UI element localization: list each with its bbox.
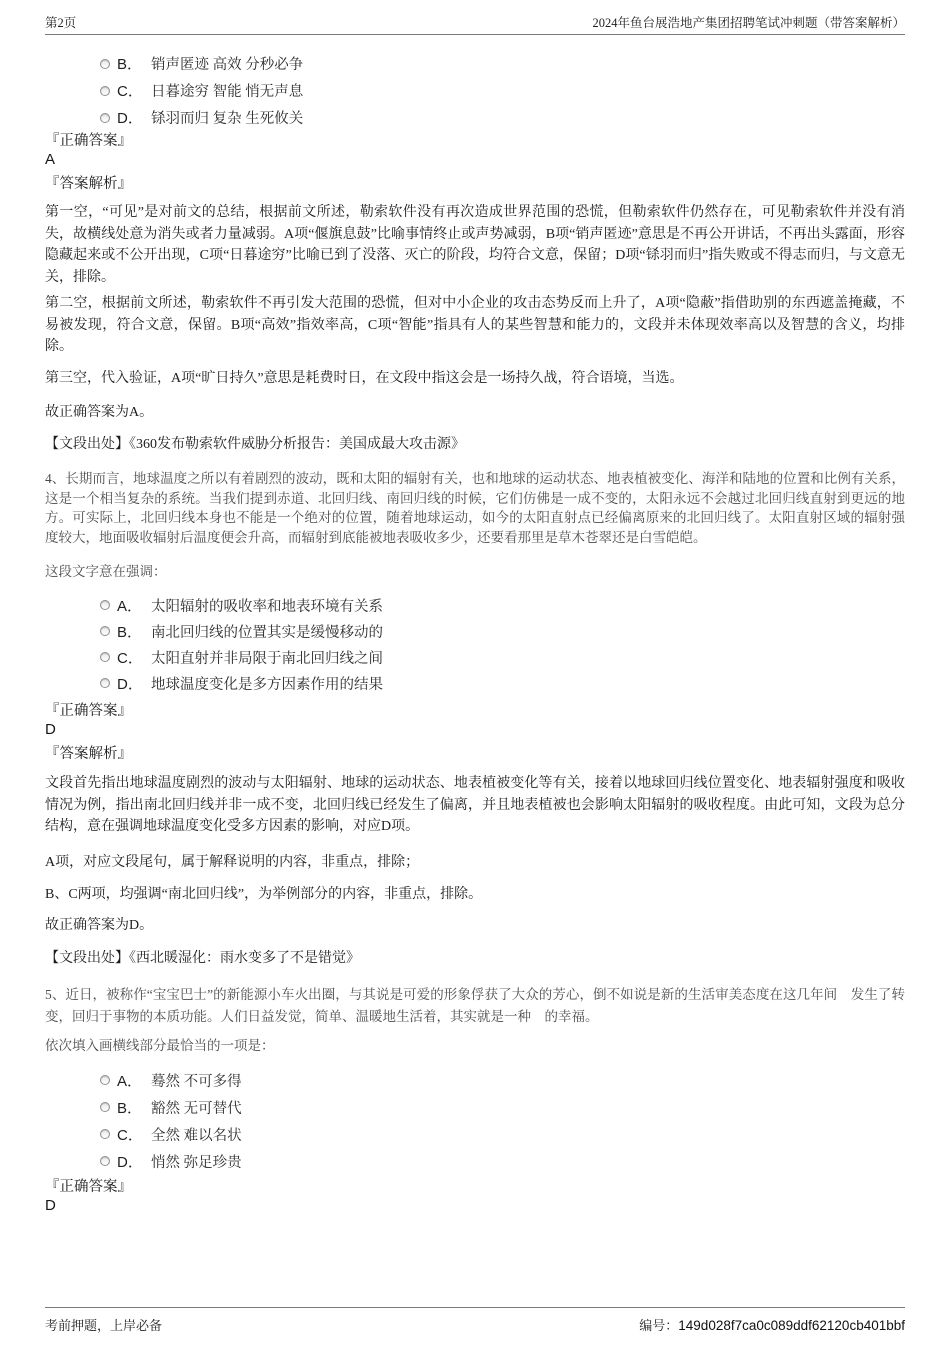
passage-source: 【文段出处】《360发布勒索软件威胁分析报告：美国成最大攻击源》 xyxy=(45,436,465,452)
q3-options xyxy=(45,50,905,131)
analysis-paragraph: 文段首先指出地球温度剧烈的波动与太阳辐射、地球的运动状态、地表植被变化等有关，接着以地球回归线位置变化、地表辐射强度和吸收情况为例，指出南北回归线并非一成不变，北回归线已经发生了偏离，并且地表植被也会影响太阳辐射的吸收程度。由此可知，文段为总分结构，意在强调地球温度变化受多方因素的影响，对应D项。 xyxy=(45,776,905,834)
answer-analysis-label: 『答案解析』 xyxy=(45,176,132,192)
option-text: 蓦然 不可多得 xyxy=(151,1073,242,1090)
serial-label: 编号： xyxy=(639,1318,679,1333)
option-row xyxy=(45,1094,905,1121)
correct-answer-value: D xyxy=(45,1196,56,1214)
serial-code: 149d028f7ca0c089ddf62120cb401bbf xyxy=(678,1318,905,1333)
correct-answer-label: 『正确答案』 xyxy=(45,133,132,149)
option-text: 销声匿迹 高效 分秒必争 xyxy=(151,57,304,73)
analysis-paragraph: 第二空，根据前文所述，勒索软件不再引发大范围的恐慌，但对中小企业的攻击态势反而上升了，A项“隐蔽”指借助别的东西遮盖掩藏，不易被发现，符合文意，保留。B项“高效”指效率高，C项“智能”指具有人的某些智慧和能力的，文段并未体现效率高以及智慧的含义，均排除。 xyxy=(45,296,905,354)
option-text: 豁然 无可替代 xyxy=(151,1100,242,1117)
option-row xyxy=(45,644,905,670)
option-row xyxy=(45,77,905,104)
correct-answer-value: A xyxy=(45,151,56,168)
question-5-passage: 5、近日，被称作“宝宝巴士”的新能源小车火出圈，与其说是可爱的形象俘获了大众的芳心，倒不如说是新的生活审美态度在这几年间 发生了转变，回归于事物的本质功能。人们日益发觉，简单、温暖地生活着，其实就是一种 的幸福。 xyxy=(45,986,905,1024)
option-letter: C． xyxy=(117,1126,143,1144)
radio-button[interactable] xyxy=(100,59,110,69)
option-row xyxy=(45,1067,905,1094)
correct-answer-label: 『正确答案』 xyxy=(45,1178,132,1195)
option-row xyxy=(45,104,905,131)
option-row xyxy=(45,1148,905,1175)
option-text: 日暮途穷 智能 悄无声息 xyxy=(151,84,304,100)
option-row xyxy=(45,50,905,77)
option-letter: C． xyxy=(117,83,143,100)
option-letter: D． xyxy=(117,110,143,127)
analysis-paragraph: A项，对应文段尾句，属于解释说明的内容，非重点，排除； xyxy=(45,854,420,870)
radio-button[interactable] xyxy=(100,678,110,688)
option-row xyxy=(45,670,905,696)
page-header xyxy=(45,0,905,35)
answer-conclusion: 故正确答案为A。 xyxy=(45,405,154,420)
option-text: 铩羽而归 复杂 生死攸关 xyxy=(151,111,304,127)
option-text: 地球温度变化是多方因素作用的结果 xyxy=(151,676,383,693)
question-4-prompt: 这段文字意在强调： xyxy=(45,564,167,579)
correct-answer-label: 『正确答案』 xyxy=(45,703,132,719)
option-row xyxy=(45,592,905,618)
option-text: 太阳辐射的吸收率和地表环境有关系 xyxy=(151,598,383,615)
document-title: 2024年鱼台展浩地产集团招聘笔试冲刺题（带答案解析） xyxy=(592,16,905,30)
question-4-passage: 4、长期而言，地球温度之所以有着剧烈的波动，既和太阳的辐射有关，也和地球的运动状态、地表植被变化、海洋和陆地的位置和比例有关系，这是一个相当复杂的系统。当我们提到赤道、北回归线、南回归线的时候，它们仿佛是一成不变的，太阳永远不会越过北回归线直射到更远的地方。可实际上，北回归线本身也不能是一个绝对的位置，随着地球运动，如今的太阳直射点已经偏离原来的北回归线了。太阳直射区域的辐射强度较大，地面吸收辐射后温度便会升高，而辐射到底能被地表吸收多少，还要看那里是草木苍翠还是白雪皑皑。 xyxy=(45,471,905,545)
option-letter: D． xyxy=(117,675,143,693)
radio-button[interactable] xyxy=(100,626,110,636)
page-number: 第2页 xyxy=(45,16,77,30)
option-row xyxy=(45,1121,905,1148)
radio-button[interactable] xyxy=(100,1102,110,1112)
correct-answer-value: D xyxy=(45,721,56,738)
radio-button[interactable] xyxy=(100,113,110,123)
q5-options xyxy=(45,1067,905,1175)
option-letter: C． xyxy=(117,649,143,667)
radio-button[interactable] xyxy=(100,86,110,96)
passage-source: 【文段出处】《西北暖湿化：雨水变多了不是错觉》 xyxy=(45,951,360,966)
option-letter: A． xyxy=(117,597,143,615)
radio-button[interactable] xyxy=(100,600,110,610)
footer-serial xyxy=(639,1315,905,1334)
answer-analysis-label: 『答案解析』 xyxy=(45,746,132,762)
analysis-paragraph: 第三空，代入验证，A项“旷日持久”意思是耗费时日，在文段中指这会是一场持久战，符合语境，当选。 xyxy=(45,370,684,386)
answer-conclusion: 故正确答案为D。 xyxy=(45,917,154,933)
question-5-prompt: 依次填入画横线部分最恰当的一项是： xyxy=(45,1037,275,1053)
footer-slogan: 考前押题，上岸必备 xyxy=(45,1318,163,1333)
analysis-paragraph: B、C两项，均强调“南北回归线”，为举例部分的内容，非重点，排除。 xyxy=(45,887,483,902)
option-text: 太阳直射并非局限于南北回归线之间 xyxy=(151,650,383,667)
option-letter: B． xyxy=(117,56,143,73)
option-letter: A． xyxy=(117,1072,143,1090)
option-letter: B． xyxy=(117,1099,143,1117)
radio-button[interactable] xyxy=(100,1075,110,1085)
analysis-paragraph: 第一空，“可见”是对前文的总结，根据前文所述，勒索软件没有再次造成世界范围的恐慌，但勒索软件仍然存在，可见勒索软件并没有消失，故横线处意为消失或者力量减弱。A项“偃旗息鼓”比喻事情终止或声势减弱，B项“销声匿迹”意思是不再公开讲话，不再出头露面，形容隐藏起来或不公开出现，C项“日暮途穷”比喻已到了没落、灭亡的阶段，均符合文意，保留；D项“铩羽而归”指失败或不得志而归，与文意无关，排除。 xyxy=(45,205,905,285)
option-text: 南北回归线的位置其实是缓慢移动的 xyxy=(151,624,383,641)
radio-button[interactable] xyxy=(100,652,110,662)
radio-button[interactable] xyxy=(100,1129,110,1139)
q4-options xyxy=(45,592,905,696)
option-letter: D． xyxy=(117,1153,143,1171)
option-letter: B． xyxy=(117,623,143,641)
option-text: 悄然 弥足珍贵 xyxy=(151,1154,242,1171)
option-text: 全然 难以名状 xyxy=(151,1127,242,1144)
radio-button[interactable] xyxy=(100,1156,110,1166)
page-footer xyxy=(45,1307,905,1334)
option-row xyxy=(45,618,905,644)
document-body xyxy=(45,50,905,1215)
